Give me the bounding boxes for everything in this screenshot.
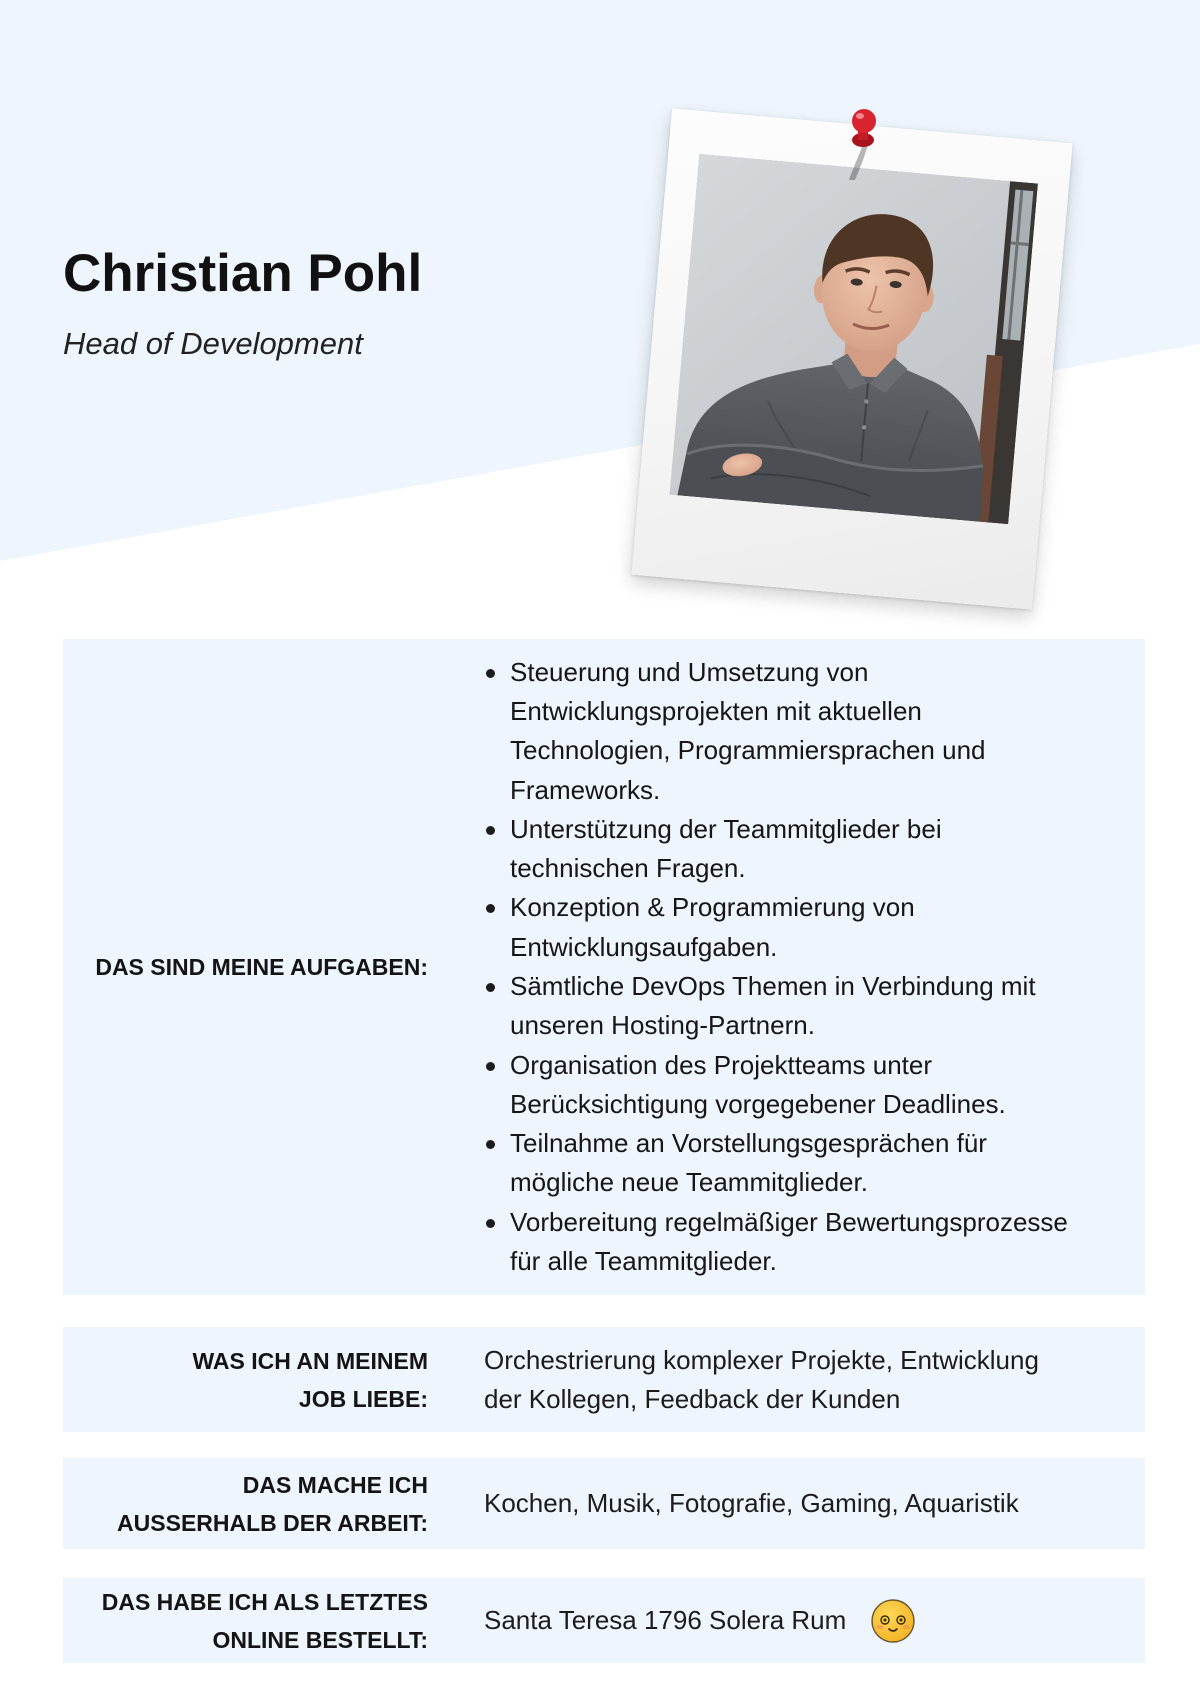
- label-line: WAS ICH AN MEINEM: [192, 1347, 428, 1374]
- task-item: [484, 810, 1080, 889]
- task-text: Sämtliche DevOps Themen in Verbindung mit unseren Hosting-Partnern.: [510, 971, 1036, 1041]
- task-item: [484, 1046, 1080, 1125]
- task-item: [484, 967, 1080, 1046]
- bullet-dot: [486, 904, 495, 913]
- bullet-dot: [486, 983, 495, 992]
- task-item: [484, 888, 1080, 967]
- label-line: ONLINE BESTELLT:: [212, 1626, 428, 1653]
- job-love-section: [63, 1327, 1145, 1432]
- tasks-section: [63, 639, 1145, 1295]
- task-text: Vorbereitung regelmäßiger Bewertungsprozesse für alle Teammitglieder.: [510, 1206, 1068, 1277]
- task-item: [484, 1203, 1080, 1282]
- hobbies-label: [63, 1466, 428, 1542]
- label-line: DAS MACHE ICH: [242, 1471, 428, 1498]
- label-line: DAS HABE ICH ALS LETZTES: [101, 1588, 428, 1615]
- last-order-label: [63, 1583, 428, 1659]
- task-text: Steuerung und Umsetzung von Entwicklungsprojekten mit aktuellen Technologien, Programmiersprachen und Frameworks.: [510, 656, 986, 805]
- bullet-dot: [486, 826, 495, 835]
- task-item: [484, 653, 1080, 810]
- last-order-text: Santa Teresa 1796 Solera Rum: [484, 1605, 847, 1635]
- bullet-dot: [486, 1062, 495, 1071]
- tasks-label-text: DAS SIND MEINE AUFGABEN:: [95, 954, 428, 980]
- bullet-dot: [486, 669, 495, 678]
- pushpin-icon: [838, 100, 890, 182]
- polaroid-frame: [631, 108, 1072, 609]
- task-text: Teilnahme an Vorstellungsgesprächen für mögliche neue Teammitglieder.: [510, 1128, 987, 1198]
- label-line: JOB LIEBE:: [298, 1385, 428, 1412]
- portrait-illustration: [669, 154, 1038, 524]
- job-love-text: Orchestrierung komplexer Projekte, Entwicklung der Kollegen, Feedback der Kunden: [484, 1344, 1039, 1414]
- bullet-dot: [486, 1219, 495, 1228]
- last-order-content: [484, 1598, 916, 1644]
- portrait-photo: [669, 154, 1038, 524]
- label-line: AUSSERHALB DER ARBEIT:: [117, 1509, 428, 1536]
- task-text: Konzeption & Programmierung von Entwicklungsaufgaben.: [510, 892, 915, 962]
- task-text: Unterstützung der Teammitglieder bei technischen Fragen.: [510, 813, 942, 884]
- tasks-list: [484, 653, 1080, 1282]
- tasks-label: [63, 948, 428, 986]
- person-name: Christian Pohl: [63, 244, 423, 303]
- flushed-face-emoji: [870, 1598, 916, 1644]
- task-item: [484, 1124, 1080, 1203]
- last-order-section: [63, 1578, 1145, 1663]
- job-title: Head of Development: [63, 326, 363, 361]
- job-love-label: [63, 1342, 428, 1418]
- task-text: Organisation des Projektteams unter Berücksichtigung vorgegebener Deadlines.: [510, 1049, 1006, 1119]
- bullet-dot: [486, 1140, 495, 1149]
- hobbies-text: Kochen, Musik, Fotografie, Gaming, Aquaristik: [484, 1488, 1019, 1518]
- hobbies-section: [63, 1458, 1145, 1549]
